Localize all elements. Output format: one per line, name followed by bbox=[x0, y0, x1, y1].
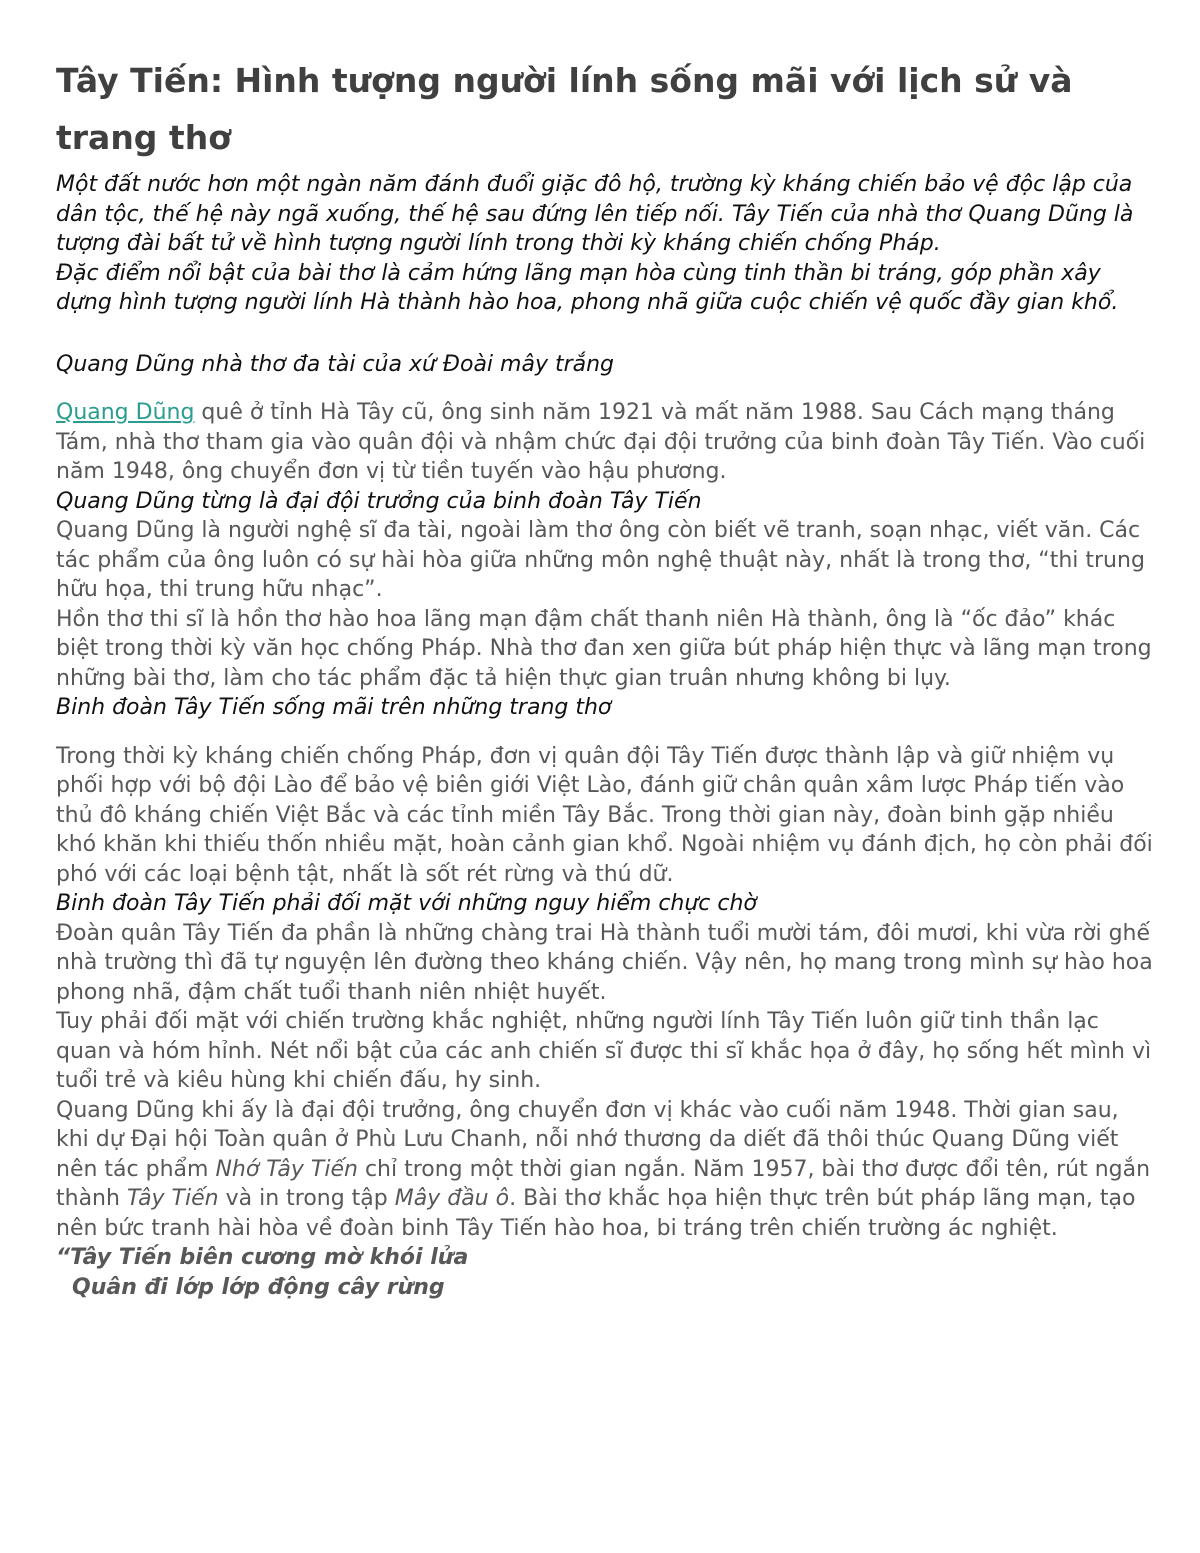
section2-paragraph: Hồn thơ thi sĩ là hồn thơ hào hoa lãng mạn đậm chất thanh niên Hà thành, ông là “ốc đảo” khác biệt trong thời kỳ văn học chống Pháp. Nhà thơ đan xen giữa bút pháp hiện thực và lãng mạn trong những bài thơ, làm cho tác phẩm đặc tả hiện thực gian truân nhưng không bi lụy. bbox=[56, 606, 1152, 691]
paragraph-text: và in trong tập bbox=[218, 1186, 395, 1211]
paragraph-text: chỉ trong một thời gian ngắn. Năm 1957, bài thơ được đổi tên, rút ngắn thành bbox=[56, 1156, 1151, 1211]
section-heading-dangers: Binh đoàn Tây Tiến phải đối mặt với những nguy hiểm chực chờ bbox=[56, 891, 757, 916]
section2-paragraph: Quang Dũng là người nghệ sĩ đa tài, ngoài làm thơ ông còn biết vẽ tranh, soạn nhạc, viết văn. Các tác phẩm của ông luôn có sự hài hòa giữa những môn nghệ thuật này, nhất là trong thơ, “thi trung hữu họa, thi trung hữu nhạc”. bbox=[56, 518, 1145, 602]
intro-paragraph: Đặc điểm nổi bật của bài thơ là cảm hứng lãng mạn hòa cùng tinh thần bi tráng, góp phần xây dựng hình tượng người lính Hà thành hào hoa, phong nhã giữa cuộc chiến vệ quốc đầy gian khổ. bbox=[56, 260, 1119, 315]
paragraph-text: . Bài thơ khắc họa hiện thực trên bút pháp lãng mạn, tạo nên bức tranh hài hòa về đoàn binh Tây Tiến hào hoa, bi tráng trên chiến trường ác nghiệt. bbox=[56, 1186, 1136, 1241]
work-title: Tây Tiến bbox=[126, 1186, 219, 1211]
article-intro bbox=[56, 170, 1156, 318]
poem-line: “Tây Tiến biên cương mờ khói lửa bbox=[56, 1245, 469, 1270]
article-title: Tây Tiến: Hình tượng người lính sống mãi với lịch sử và trang thơ bbox=[56, 61, 1073, 157]
section-heading-quang-dung: Quang Dũng nhà thơ đa tài của xứ Đoài mây trắng bbox=[56, 351, 615, 377]
section1-paragraph bbox=[56, 398, 1156, 487]
collection-title: Mây đầu ô bbox=[394, 1186, 510, 1211]
spacer bbox=[56, 723, 1156, 742]
intro-paragraph: Một đất nước hơn một ngàn năm đánh đuổi giặc đô hộ, trường kỳ kháng chiến bảo vệ độc lập của dân tộc, thế hệ này ngã xuống, thế hệ sau đứng lên tiếp nối. Tây Tiến của nhà thơ Quang Dũng là tượng đài bất tử về hình tượng người lính trong thời kỳ kháng chiến chống Pháp. bbox=[56, 172, 1134, 256]
spacer bbox=[56, 379, 1156, 398]
section3-paragraph: Trong thời kỳ kháng chiến chống Pháp, đơn vị quân đội Tây Tiến được thành lập và giữ nhiệm vụ phối hợp với bộ đội Lào để bảo vệ biên giới Việt Lào, đánh giữ chân quân xâm lược Pháp tiến vào thủ đô kháng chiến Việt Bắc và các tỉnh miền Tây Bắc. Trong thời gian này, đoàn binh gặp nhiều khó khăn khi thiếu thốn nhiều mặt, hoàn cảnh gian khổ. Ngoài nhiệm vụ đánh địch, họ còn phải đối phó với các loại bệnh tật, nhất là sốt rét rừng và thú dữ. bbox=[56, 743, 1153, 887]
work-title: Nhớ Tây Tiến bbox=[215, 1156, 358, 1182]
poem-line: Quân đi lớp lớp động cây rừng bbox=[72, 1274, 445, 1300]
spacer bbox=[56, 318, 1156, 350]
section4-paragraph: Đoàn quân Tây Tiến đa phần là những chàng trai Hà thành tuổi mười tám, đôi mươi, khi vừa rời ghế nhà trường thì đã tự nguyện lên đường theo kháng chiến. Vậy nên, họ mang trong mình sự hào hoa phong nhã, đậm chất tuổi thanh niên nhiệt huyết. bbox=[56, 920, 1153, 1005]
section-heading-company-commander: Quang Dũng từng là đại đội trưởng của binh đoàn Tây Tiến bbox=[56, 488, 702, 514]
section-heading-living-forever: Binh đoàn Tây Tiến sống mãi trên những trang thơ bbox=[56, 695, 612, 720]
paragraph-text: quê ở tỉnh Hà Tây cũ, ông sinh năm 1921 và mất năm 1988. Sau Cách mạng tháng Tám, nhà thơ tham gia vào quân đội và nhậm chức đại đội trưởng của binh đoàn Tây Tiến. Vào cuối năm 1948, ông chuyển đơn vị từ tiền tuyến vào hậu phương. bbox=[56, 400, 1146, 484]
section4-paragraph bbox=[56, 1096, 1156, 1244]
section4-paragraph: Tuy phải đối mặt với chiến trường khắc nghiệt, những người lính Tây Tiến luôn giữ tinh thần lạc quan và hóm hỉnh. Nét nổi bật của các anh chiến sĩ được thi sĩ khắc họa ở đây, họ sống hết mình vì tuổi trẻ và kiêu hùng khi chiến đấu, hy sinh. bbox=[56, 1009, 1152, 1093]
document-page bbox=[56, 52, 1156, 1302]
quang-dung-link[interactable]: Quang Dũng bbox=[56, 400, 195, 425]
paragraph-text: Quang Dũng khi ấy là đại đội trưởng, ông chuyển đơn vị khác vào cuối năm 1948. Thời gian sau, khi dự Đại hội Toàn quân ở Phù Lưu Chanh, nỗi nhớ thương da diết đã thôi thúc Quang Dũng viết nên tác phẩm bbox=[56, 1097, 1119, 1182]
